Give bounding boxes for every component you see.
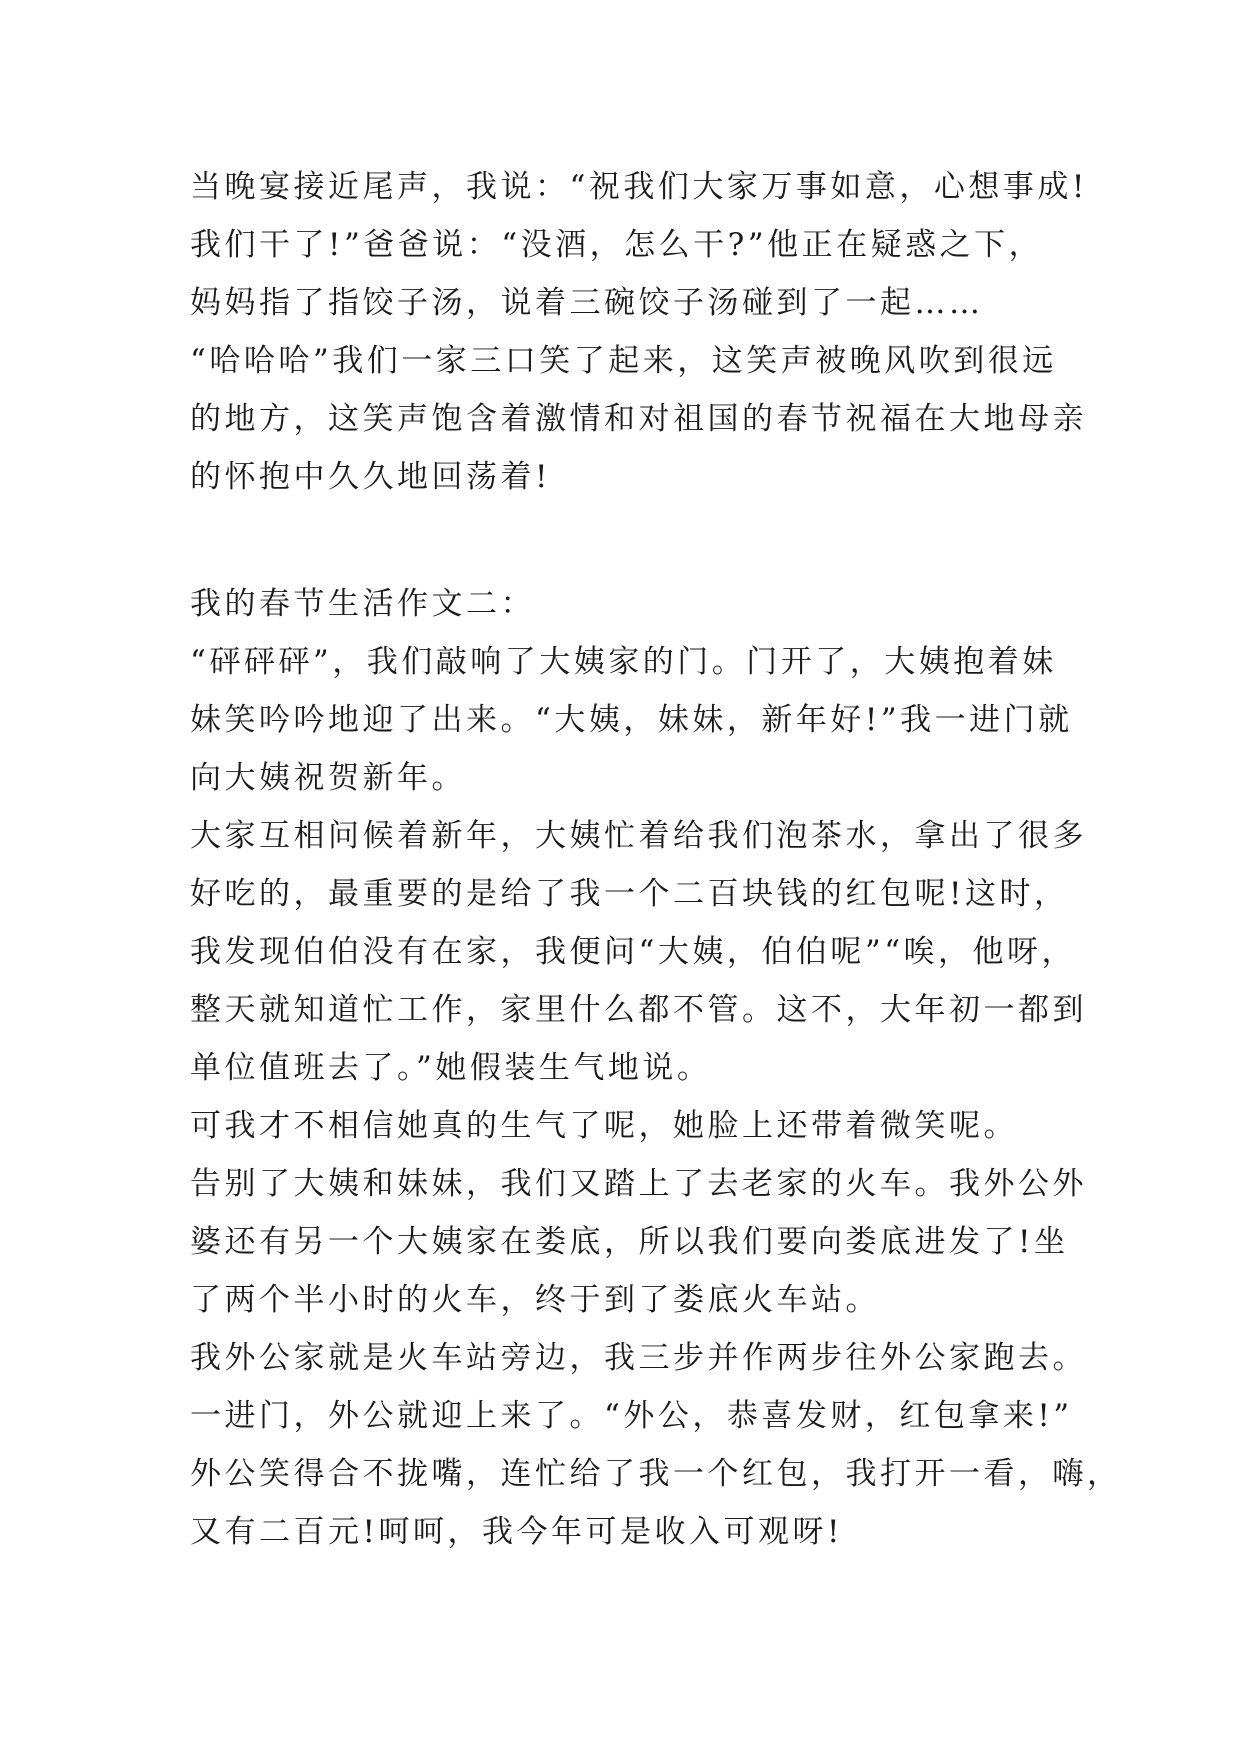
text-line: 好吃的，最重要的是给了我一个二百块钱的红包呢!这时， — [190, 876, 1069, 912]
paragraph-block-ending — [190, 158, 1088, 506]
essay-two-block — [190, 575, 1122, 1561]
text-line: 了两个半小时的火车，终于到了娄底火车站。 — [190, 1282, 880, 1318]
text-line: 又有二百元!呵呵，我今年可是收入可观呀! — [190, 1514, 843, 1550]
text-line: 大家互相问候着新年，大姨忙着给我们泡茶水，拿出了很多 — [190, 818, 1087, 854]
text-line: 的地方，这笑声饱含着激情和对祖国的春节祝福在大地母亲 — [190, 401, 1087, 437]
text-line: 向大姨祝贺新年。 — [190, 760, 466, 796]
text-line: 的怀抱中久久地回荡着! — [190, 459, 551, 495]
text-line: “砰砰砰”，我们敲响了大姨家的门。门开了，大姨抱着妹 — [190, 644, 1057, 680]
text-line: 整天就知道忙工作，家里什么都不管。这不，大年初一都到 — [190, 992, 1087, 1028]
essay-heading: 我的春节生活作文二： — [190, 586, 535, 622]
text-line: 单位值班去了。”她假装生气地说。 — [190, 1050, 712, 1086]
text-line: “哈哈哈”我们一家三口笑了起来，这笑声被晚风吹到很远 — [190, 343, 1057, 379]
text-line: 当晚宴接近尾声，我说：“祝我们大家万事如意，心想事成! — [190, 169, 1088, 205]
text-line: 妹笑吟吟地迎了出来。“大姨，妹妹，新年好!”我一进门就 — [190, 702, 1073, 738]
text-line: 外公笑得合不拢嘴，连忙给了我一个红包，我打开一看，嗨， — [190, 1456, 1122, 1492]
text-line: 妈妈指了指饺子汤，说着三碗饺子汤碰到了一起…… — [190, 285, 984, 321]
text-line: 一进门，外公就迎上来了。“外公，恭喜发财，红包拿来!” — [190, 1398, 1073, 1434]
text-line: 婆还有另一个大姨家在娄底，所以我们要向娄底进发了!坐 — [190, 1224, 1069, 1260]
text-line: 我们干了!”爸爸说：“没酒，怎么干?”他正在疑惑之下， — [190, 227, 1044, 263]
text-line: 我外公家就是火车站旁边，我三步并作两步往外公家跑去。 — [190, 1340, 1087, 1376]
text-line: 我发现伯伯没有在家，我便问“大姨，伯伯呢”“唉，他呀， — [190, 934, 1077, 970]
text-line: 可我才不相信她真的生气了呢，她脸上还带着微笑呢。 — [190, 1108, 1018, 1144]
text-line: 告别了大姨和妹妹，我们又踏上了去老家的火车。我外公外 — [190, 1166, 1087, 1202]
